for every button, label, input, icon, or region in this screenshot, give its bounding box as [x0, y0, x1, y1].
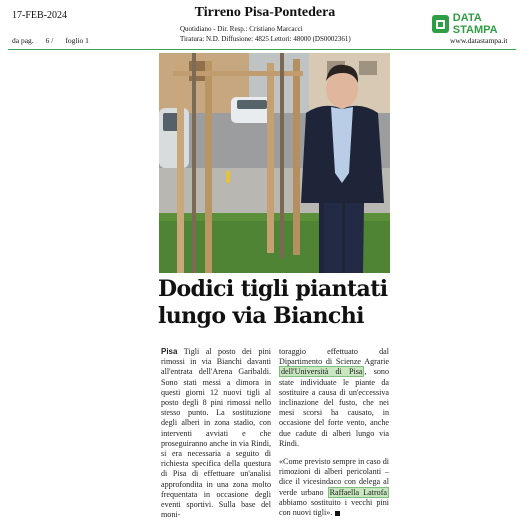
- end-of-article-mark: [335, 511, 340, 516]
- article-photo: [159, 53, 390, 273]
- highlight-name: Raffaella Latrofa: [329, 487, 387, 497]
- column-2-para2-a: «Come previsto sempre in caso di rimozioni di alberi pericolanti – dice il vicesindaco con delega al verde urbano: [279, 457, 389, 497]
- page-from-label: da pag.: [12, 36, 34, 45]
- page-reference: [12, 36, 101, 45]
- article-kicker: Pisa: [161, 347, 178, 356]
- publication-meta-circulation: Tiratura: N.D. Diffusione: 4825 Lettori: 48000 (DS0002361): [180, 35, 351, 43]
- brand-url: www.datastampa.it: [450, 36, 508, 45]
- date: 17-FEB-2024: [12, 10, 67, 21]
- headline-line-1: Dodici tigli piantati: [158, 276, 388, 302]
- column-1-text: Tigli al posto dei pini rimossi in via Bianchi davanti all'entrata dell'Arena Garibaldi. Sono stati messi a dimora in questi giorni 12 nuovi tigli al posto degli 8 pini rimossi nello stesso punto. La sostituzione degli alberi in zona stadio, con interventi avviati e che proseguiranno anche in via Rindi, si era necessaria a seguito di richiesta specifica della questura di Pisa di effettuare un'analisi approfondita in una zona molto frequentata in occasione degli eventi sportivi. Sulla base del moni-: [161, 347, 271, 520]
- article-column-1: [161, 347, 271, 520]
- logo-square-icon: [432, 15, 449, 33]
- column-2-text-b: , sono state individuate le piante da sostituire a causa di un'eccessiva inclinazione del fusto, che nei mesi scorsi ha causato, in occasione del forte vento, anche due cadute di alberi lungo via Rindi.: [279, 367, 389, 448]
- publication-meta-editor: Quotidiano - Dir. Resp.: Cristiano Marcacci: [180, 25, 303, 33]
- article-column-2: [279, 347, 389, 518]
- column-2-para2-b: abbiamo sostituito i vecchi pini con nuovi tigli».: [279, 497, 389, 518]
- column-2-paragraph-1: [279, 347, 389, 449]
- brand-name: DATA STAMPA: [452, 12, 498, 36]
- column-2-paragraph-2: [279, 457, 389, 518]
- page-from: 6 /: [45, 36, 54, 45]
- data-stampa-logo: [432, 12, 524, 36]
- publication-title: Tirreno Pisa-Pontedera: [194, 5, 336, 20]
- article-headline: [158, 276, 398, 330]
- header-divider: [8, 49, 516, 50]
- column-2-text-a: toraggio effettuato dal Dipartimento di Scienze Agrarie: [279, 347, 389, 367]
- highlight-university: dell'Università di Pisa: [281, 367, 363, 377]
- sheet-label: foglio 1: [65, 36, 89, 45]
- headline-line-2: lungo via Bianchi: [158, 303, 364, 329]
